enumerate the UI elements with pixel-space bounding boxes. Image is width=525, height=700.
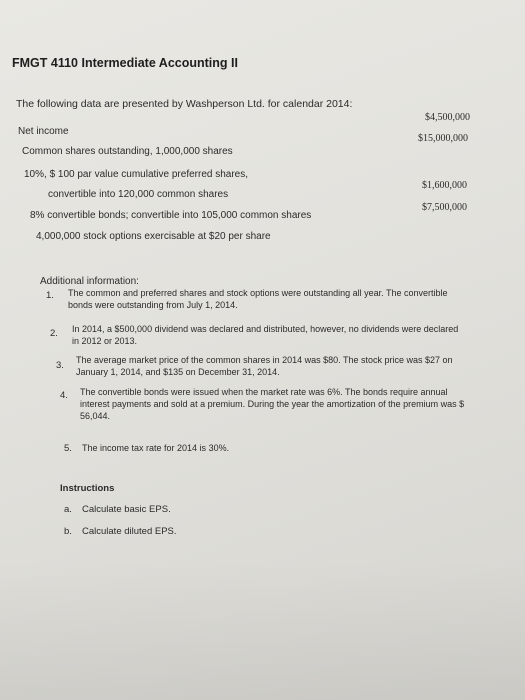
row-amount-net-income: $4,500,000 bbox=[425, 112, 470, 123]
additional-item-number: 4. bbox=[60, 390, 68, 401]
additional-item-text: In 2014, a $500,000 dividend was declared and distributed, however, no dividends were declared in 2012 or 2013. bbox=[72, 324, 459, 346]
additional-item-number: 1. bbox=[46, 290, 54, 301]
instruction-text: Calculate basic EPS. bbox=[82, 504, 171, 515]
additional-item-text: The average market price of the common shares in 2014 was $80. The stock price was $27 on January 1, 2014, and $135 on December 31, 2014. bbox=[76, 355, 453, 377]
additional-item-text: The convertible bonds were issued when the market rate was 6%. The bonds require annual interest payments and sold at a premium. During the year the amortization of the premium was $ 56,044. bbox=[80, 387, 465, 421]
instructions-heading: Instructions bbox=[60, 483, 115, 494]
additional-item-number: 3. bbox=[56, 360, 64, 371]
additional-item-text: The common and preferred shares and stock options were outstanding all year. The convertible bonds were outstanding from July 1, 2014. bbox=[68, 288, 448, 310]
instruction-text: Calculate diluted EPS. bbox=[82, 526, 177, 537]
additional-info-heading: Additional information: bbox=[40, 276, 139, 287]
intro-text: The following data are presented by Washperson Ltd. for calendar 2014: bbox=[16, 98, 353, 110]
row-amount-convertible-bonds: $7,500,000 bbox=[422, 202, 467, 213]
instruction-letter: a. bbox=[64, 504, 72, 515]
row-label-preferred-convertible: convertible into 120,000 common shares bbox=[48, 189, 229, 200]
row-label-net-income: Net income bbox=[18, 126, 69, 137]
row-amount-preferred-shares: $1,600,000 bbox=[422, 180, 467, 191]
row-label-stock-options: 4,000,000 stock options exercisable at $20 per share bbox=[36, 231, 271, 242]
additional-item-number: 2. bbox=[50, 328, 58, 339]
row-label-convertible-bonds: 8% convertible bonds; convertible into 105,000 common shares bbox=[30, 210, 312, 221]
additional-item-text: The income tax rate for 2014 is 30%. bbox=[82, 443, 230, 453]
page-shadow bbox=[0, 560, 525, 700]
row-label-common-shares: Common shares outstanding, 1,000,000 shares bbox=[22, 146, 233, 157]
instruction-letter: b. bbox=[64, 526, 72, 537]
page-title: FMGT 4110 Intermediate Accounting II bbox=[12, 56, 238, 70]
additional-item-number: 5. bbox=[64, 443, 72, 454]
row-amount-common-shares: $15,000,000 bbox=[418, 133, 468, 144]
row-label-preferred-shares: 10%, $ 100 par value cumulative preferred shares, bbox=[24, 169, 249, 180]
